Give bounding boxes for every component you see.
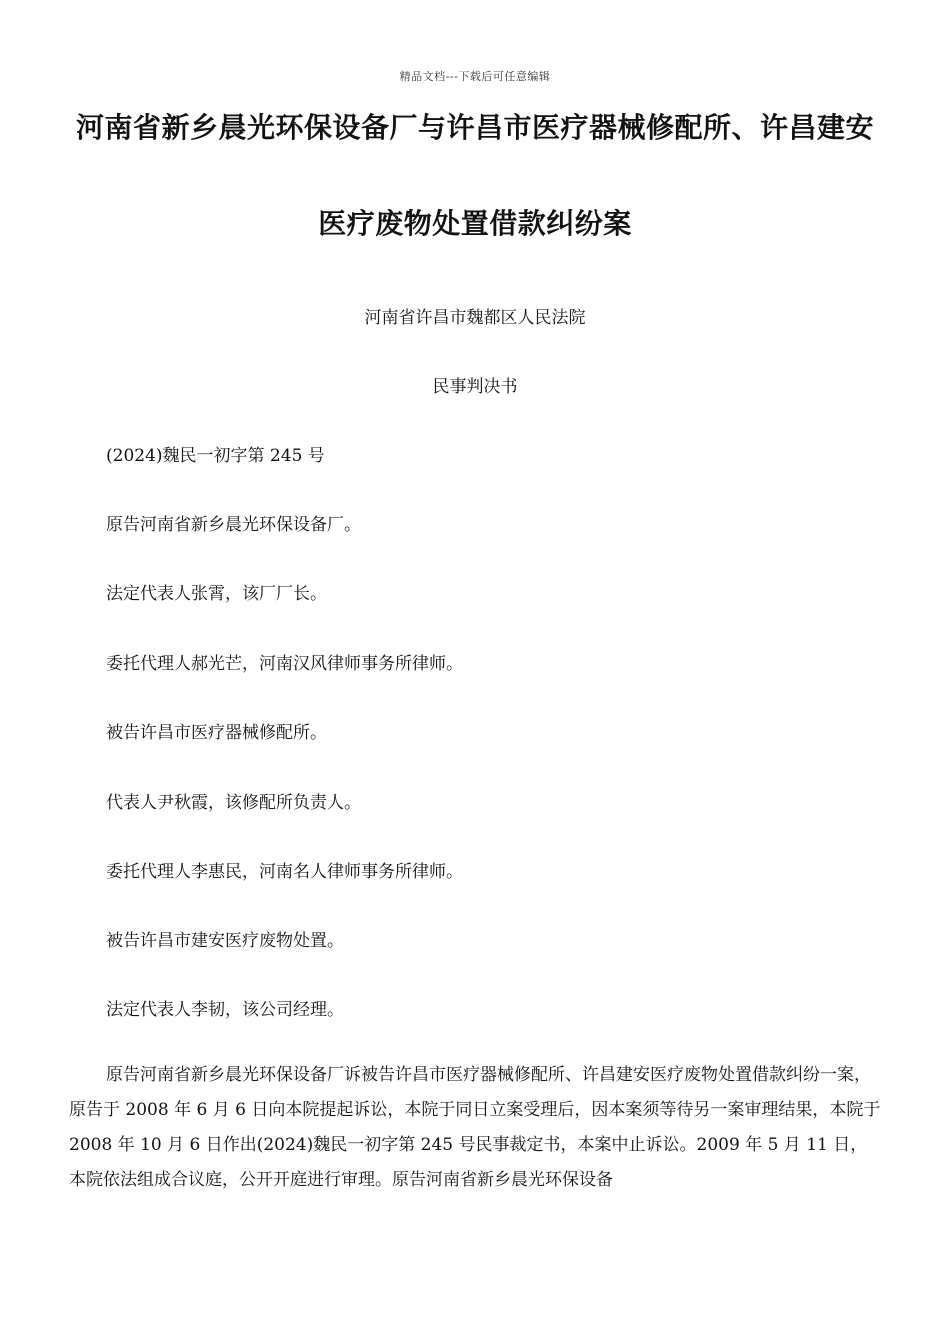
- case-paragraph-text: 原告河南省新乡晨光环保设备厂诉被告许昌市医疗器械修配所、许昌建安医疗废物处置借款纠纷一案，原告于 2008 年 6 月 6 日向本院提起诉讼，本院于同日立案受理后，因本案须等待另一案审理结果，本院于 2008 年 10 月 6 日作出(2024)魏民一初字第 245 号民事裁定书，本案中止诉讼。2009 年 5 月 11 日，本院依法组成合议庭，公开开庭进行审理。原告河南省新乡晨光环保设备: [69, 1065, 881, 1190]
- document-title-line-1: 河南省新乡晨光环保设备厂与许昌市医疗器械修配所、许昌建安: [75, 111, 874, 144]
- document-type: 民事判决书: [432, 377, 518, 397]
- court-name: 河南省许昌市魏都区人民法院: [364, 308, 586, 328]
- defendant-2-legal-representative: 法定代表人李韧，该公司经理。: [106, 1000, 344, 1020]
- defendant-2: 被告许昌市建安医疗废物处置。: [106, 931, 344, 951]
- plaintiff: 原告河南省新乡晨光环保设备厂。: [106, 515, 361, 535]
- case-paragraph: [69, 1058, 881, 1198]
- document-title-line-2: 医疗废物处置借款纠纷案: [318, 207, 632, 240]
- defendant-1-representative: 代表人尹秋霞，该修配所负责人。: [106, 793, 361, 813]
- case-number: (2024)魏民一初字第 245 号: [106, 446, 325, 466]
- plaintiff-agent: 委托代理人郝光芒，河南汉风律师事务所律师。: [106, 654, 463, 674]
- plaintiff-legal-representative: 法定代表人张霄，该厂厂长。: [106, 584, 327, 604]
- header-note: 精品文档---下载后可任意编辑: [399, 70, 551, 83]
- defendant-1: 被告许昌市医疗器械修配所。: [106, 723, 327, 743]
- defendant-1-agent: 委托代理人李惠民，河南名人律师事务所律师。: [106, 862, 463, 882]
